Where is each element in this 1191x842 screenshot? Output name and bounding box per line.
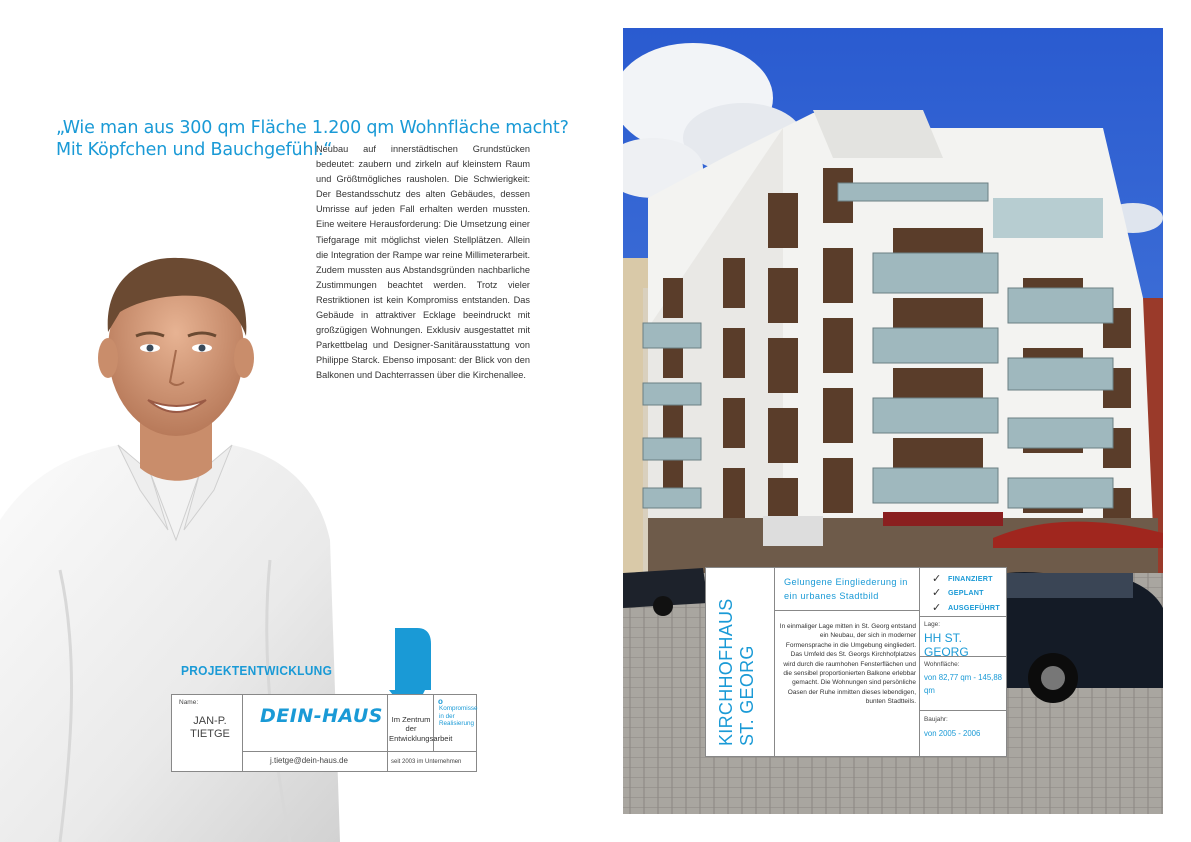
zentrum-text: Im Zentrum der Entwicklungsarbeit	[389, 715, 453, 743]
divider	[774, 610, 919, 611]
since-text: seit 2003 im Unternehmen	[391, 759, 462, 765]
email-link[interactable]: j.tietge@dein-haus.de	[270, 756, 348, 765]
kompromisse-text: Kompromisse in der Realisierung	[439, 705, 478, 728]
person-name: JAN-P. TIETGE	[190, 715, 230, 740]
divider	[242, 751, 476, 752]
body-text: Neubau auf innerstädtischen Grundstücken bedeutet: zaubern und zirkeln auf kleinstem Raum und Größtmögliches rausholen. Die Schwierigkeit: Der Bestandsschutz des alten Gebäudes, dessen Umrisse auf jeden Fall erhalten werden mussten. Eine weitere Herausforderung: Die Umsetzung einer Tiefgarage mit möglichst vielen Stellplätzen. Allein die Integration der Rampe war reine Millimeterarbeit. Zudem mussten aus Abstandsgründen nachbarliche Zustimmungen beachtet werden. Trotz vieler Restriktionen ist kein Kompromiss entstanden. Das Gebäude in attraktiver Ecklage beeindruckt mit großzügigen Wohnungen. Exklusiv ausgestattet mit Parkettbelag und Designer-Sanitärausstattung von Philippe Starck. Ebenso imposant: der Blick von den Balkonen und Dachterrassen über die Kirchenallee.	[316, 144, 530, 381]
divider	[774, 568, 775, 756]
divider	[242, 695, 243, 771]
section-label-projektentwicklung: PROJEKTENTWICKLUNG	[181, 663, 333, 678]
check-item-finanziert: ✓ FINANZIERT	[932, 572, 993, 585]
wohnflaeche-value: von 82,77 qm - 145,88 qm	[924, 673, 1003, 695]
project-info-box	[705, 567, 1007, 757]
quote-line-2: Mit Köpfchen und Bauchgefühl.“	[56, 140, 333, 160]
project-subtitle: Gelungene Eingliederung in ein urbanes Stadtbild	[784, 577, 908, 601]
circle-icon: o	[438, 697, 443, 706]
check-icon: ✓	[932, 601, 942, 614]
check-icon: ✓	[932, 587, 942, 600]
lage-value: HH ST. GEORG	[924, 631, 969, 659]
baujahr-label: Baujahr:	[924, 716, 948, 723]
check-item-geplant: ✓ GEPLANT	[932, 587, 984, 600]
baujahr-value: von 2005 - 2006	[924, 729, 981, 738]
check-icon: ✓	[932, 572, 942, 585]
check-item-ausgefuehrt: ✓ AUSGEFÜHRT	[932, 601, 1000, 614]
lage-label: Lage:	[924, 621, 940, 628]
divider	[919, 710, 1006, 711]
name-label: Name:	[179, 699, 199, 706]
divider	[919, 568, 920, 756]
status-checklist	[932, 571, 1000, 615]
project-title: KIRCHHOFHAUS ST. GEORG	[716, 598, 757, 746]
wohnflaeche-label: Wohnfläche:	[924, 661, 960, 668]
dein-haus-logo: DEIN-HAUS	[260, 705, 383, 727]
divider	[919, 616, 1006, 617]
divider	[387, 695, 388, 771]
quote-line-1: „Wie man aus 300 qm Fläche 1.200 qm Wohnfläche macht?	[56, 118, 569, 138]
divider	[919, 656, 1006, 657]
contact-card	[171, 694, 477, 772]
project-description: In einmaliger Lage mitten in St. Georg entstand ein Neubau, der sich in moderner Formensprache in die Umgebung eingliedert. Das Umfeld des St. Georgs Kirchhofplatzes wird durch die raumhohen Fensterflächen und die sensibel proportionierten Balkone erlebbar gemacht. Die Wohnungen sind persönliche Oasen der Ruhe inmitten dieses lebendigen, bunten Stadtteils.	[779, 623, 916, 706]
